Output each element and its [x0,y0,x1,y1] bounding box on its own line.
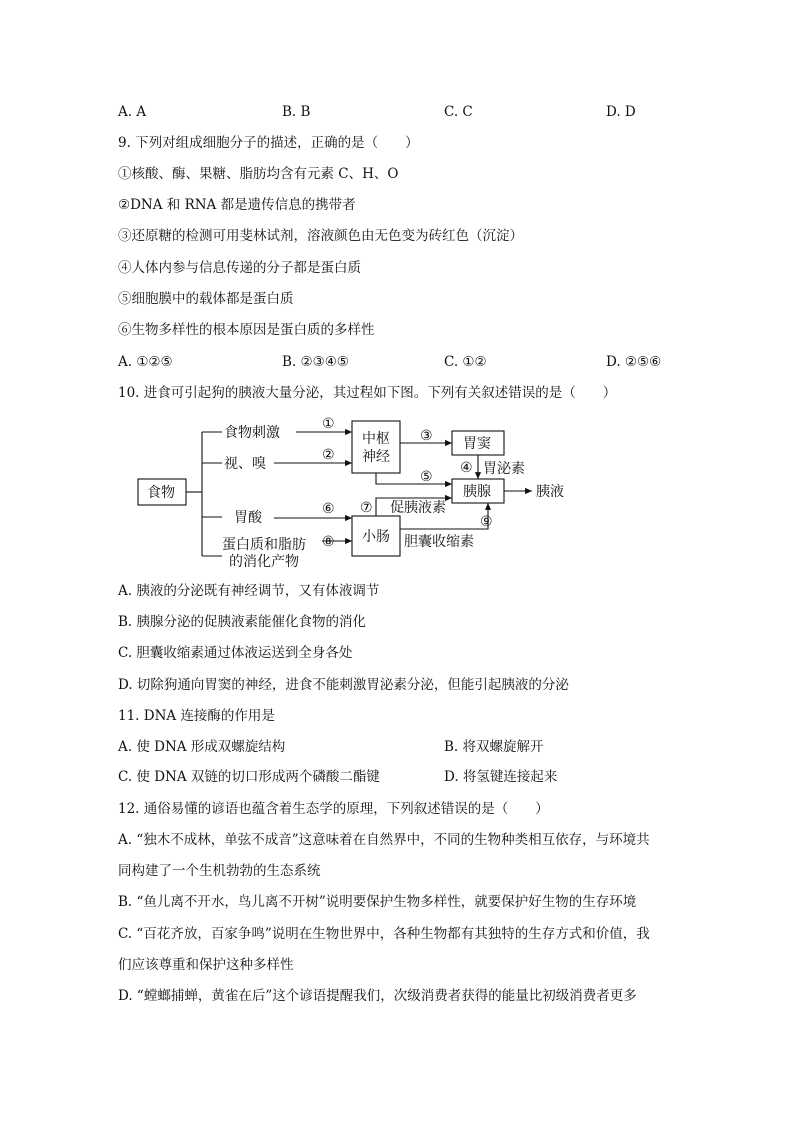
q9-option-a: A. ①②⑤ [118,354,173,370]
sight-smell-label: 视、嗅 [224,456,266,472]
marker-9: ⑨ [480,514,493,530]
q10-option-d: D. 切除狗通向胃窦的神经，进食不能刺激胃泌素分泌，但能引起胰液的分泌 [118,677,569,693]
q9-option-b: B. ②③④⑤ [282,354,349,370]
q8-option-c: C. C [444,104,473,120]
q8-option-a: A. A [118,104,147,120]
gastrin-label: 胃泌素 [483,461,525,477]
food-stimulus-label: 食物刺激 [224,425,280,441]
cns-label-1: 中枢 [362,431,390,447]
marker-2: ② [322,447,335,463]
marker-7: ⑦ [360,500,373,516]
cns-box [352,421,400,473]
marker-1: ① [322,416,335,432]
q11-option-b: B. 将双螺旋解开 [444,739,544,755]
q8-option-b: B. B [282,104,311,120]
cns-label-2: 神经 [362,449,390,465]
small-intestine-label: 小肠 [362,529,390,545]
q9-stem: 9. 下列对组成细胞分子的描述，正确的是（ ） [118,135,419,151]
q12-option-a-line-2: 同构建了一个生机勃勃的生态系统 [118,863,321,879]
q10-stem: 10. 进食可引起狗的胰液大量分泌，其过程如下图。下列有关叙述错误的是（ ） [118,385,617,401]
pancreatic-juice-label: 胰液 [536,484,564,500]
q9-item-5: ⑤细胞膜中的载体都是蛋白质 [118,291,294,307]
q12-option-c-line-2: 们应该尊重和保护这种多样性 [118,957,294,973]
q9-item-1: ①核酸、酶、果糖、脂肪均含有元素 C、H、O [118,166,399,182]
digest-products-label-2: 的消化产物 [229,554,299,570]
q9-item-2: ②DNA 和 RNA 都是遗传信息的携带者 [118,197,356,213]
q12-option-a-line-1: A. “独木不成林，单弦不成音”这意味着在自然界中，不同的生物种类相互依存，与环境共 [118,832,650,848]
q10-option-a: A. 胰液的分泌既有神经调节，又有体液调节 [118,583,380,599]
secretin-label: 促胰液素 [390,500,446,516]
cck-label: 胆囊收缩素 [404,534,474,550]
q11-option-a: A. 使 DNA 形成双螺旋结构 [118,739,286,755]
q12-option-b: B. “鱼儿离不开水，鸟儿离不开树”说明要保护生物多样性，就要保护好生物的生存环境 [118,894,637,910]
q11-option-d: D. 将氢键连接起来 [444,769,558,785]
q12-stem: 12. 通俗易懂的谚语也蕴含着生态学的原理，下列叙述错误的是（ ） [118,801,549,817]
q8-option-d: D. D [606,104,636,120]
marker-3: ③ [420,428,433,444]
marker-5: ⑤ [420,469,433,485]
stomach-acid-label: 胃酸 [234,510,262,526]
q9-item-6: ⑥生物多样性的根本原因是蛋白质的多样性 [118,322,375,338]
digest-products-label-1: 蛋白质和脂肪 [222,537,306,553]
marker-4: ④ [460,460,473,476]
q11-stem: 11. DNA 连接酶的作用是 [118,708,275,724]
q12-option-c-line-1: C. “百花齐放，百家争鸣”说明在生物世界中，各种生物都有其独特的生存方式和价值，我 [118,926,650,942]
q9-item-3: ③还原糖的检测可用斐林试剂，溶液颜色由无色变为砖红色（沉淀） [118,228,523,244]
food-label: 食物 [147,485,175,501]
pancreas-label: 胰腺 [463,484,491,500]
marker-8: ⑧ [322,534,335,550]
q10-option-b: B. 胰腺分泌的促胰液素能催化食物的消化 [118,614,367,630]
arrow-5 [376,473,452,484]
q9-item-4: ④人体内参与信息传递的分子都是蛋白质 [118,260,361,276]
q12-option-d: D. “螳螂捕蝉，黄雀在后”这个谚语提醒我们，次级消费者获得的能量比初级消费者更多 [118,988,637,1004]
q9-option-c: C. ①② [444,354,487,370]
q11-option-c: C. 使 DNA 双链的切口形成两个磷酸二酯键 [118,769,380,785]
marker-6: ⑥ [322,501,335,517]
q10-option-c: C. 胆囊收缩素通过体液运送到全身各处 [118,645,353,661]
gastric-antrum-label: 胃窦 [463,436,491,452]
q9-option-d: D. ②⑤⑥ [606,354,662,370]
